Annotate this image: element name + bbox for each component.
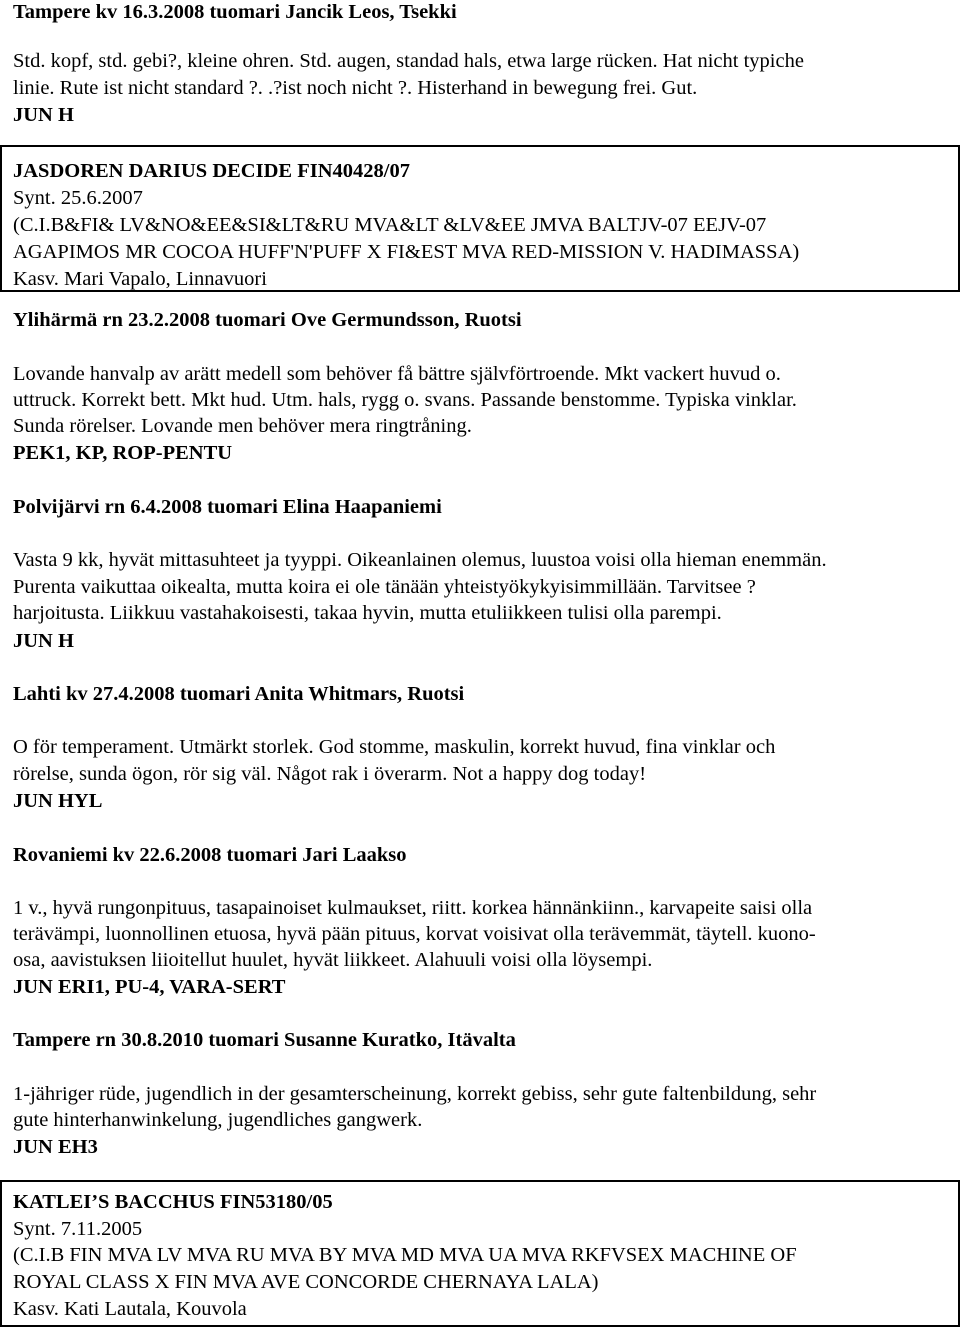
critique-line: Std. kopf, std. gebi?, kleine ohren. Std. augen, standad hals, etwa large rücken. Hat nicht typiche bbox=[13, 50, 804, 72]
critique-line: O för temperament. Utmärkt storlek. God stomme, maskulin, korrekt huvud, fina vinklar och bbox=[13, 736, 776, 758]
dog-pedigree-line: (C.I.B&FI& LV&NO&EE&SI&LT&RU MVA&LT &LV&EE JMVA BALTJV-07 EEJV-07 bbox=[13, 214, 767, 236]
critique-line: Vasta 9 kk, hyvät mittasuhteet ja tyyppi. Oikeanlainen olemus, luustoa voisi olla hieman enemmän. bbox=[13, 549, 827, 571]
award-result: JUN H bbox=[13, 104, 74, 126]
show-heading-tampere-rn: Tampere rn 30.8.2010 tuomari Susanne Kuratko, Itävalta bbox=[13, 1029, 516, 1051]
critique-line: linie. Rute ist nicht standard ?. .?ist noch nicht ?. Histerhand in bewegung frei. Gut. bbox=[13, 77, 698, 99]
award-result: JUN EH3 bbox=[13, 1136, 98, 1158]
show-heading-lahti: Lahti kv 27.4.2008 tuomari Anita Whitmars, Ruotsi bbox=[13, 683, 465, 705]
show-heading-yliharma: Ylihärmä rn 23.2.2008 tuomari Ove Germundsson, Ruotsi bbox=[13, 309, 522, 331]
dog-birth-date: Synt. 25.6.2007 bbox=[13, 187, 143, 209]
dog-pedigree-line: AGAPIMOS MR COCOA HUFF'N'PUFF X FI&EST MVA RED-MISSION V. HADIMASSA) bbox=[13, 241, 800, 263]
critique-line: 1-jähriger rüde, jugendlich in der gesamterscheinung, korrekt gebiss, sehr gute faltenbildung, sehr bbox=[13, 1083, 817, 1105]
dog-birth-date: Synt. 7.11.2005 bbox=[13, 1218, 143, 1240]
dog-breeder: Kasv. Kati Lautala, Kouvola bbox=[13, 1298, 247, 1320]
critique-line: uttruck. Korrekt bett. Mkt hud. Utm. hals, rygg o. svans. Passande benstomme. Typiska vinklar. bbox=[13, 389, 797, 411]
critique-line: gute hinterhanwinkelung, jugendliches gangwerk. bbox=[13, 1109, 423, 1131]
critique-line: 1 v., hyvä rungonpituus, tasapainoiset kulmaukset, riitt. korkea hännänkiinn., karvapeite saisi olla bbox=[13, 897, 813, 919]
critique-line: osa, aavistuksen liioitellut huulet, hyvät liikkeet. Alahuuli voisi olla löysempi. bbox=[13, 949, 653, 971]
critique-line: harjoitusta. Liikkuu vastahakoisesti, takaa hyvin, mutta etuliikkeen tulisi olla parempi. bbox=[13, 602, 722, 624]
award-result: JUN HYL bbox=[13, 790, 103, 812]
dog-pedigree-line: (C.I.B FIN MVA LV MVA RU MVA BY MVA MD MVA UA MVA RKFVSEX MACHINE OF bbox=[13, 1244, 797, 1266]
critique-line: terävämpi, luonnollinen etuosa, hyvä pään pituus, korvat voisivat olla terävemmät, täytell. kuono- bbox=[13, 923, 816, 945]
show-heading-polvijarvi: Polvijärvi rn 6.4.2008 tuomari Elina Haapaniemi bbox=[13, 496, 442, 518]
critique-line: Purenta vaikuttaa oikealta, mutta koira ei ole tänään yhteistyökykyisimmillään. Tarvitsee ? bbox=[13, 576, 756, 598]
dog-name: JASDOREN DARIUS DECIDE FIN40428/07 bbox=[13, 160, 410, 182]
dog-pedigree-line: ROYAL CLASS X FIN MVA AVE CONCORDE CHERNAYA LALA) bbox=[13, 1271, 599, 1293]
dog-breeder: Kasv. Mari Vapalo, Linnavuori bbox=[13, 268, 267, 290]
critique-line: rörelse, sunda ögon, rör sig väl. Något rak i överarm. Not a happy dog today! bbox=[13, 763, 647, 785]
show-heading-rovaniemi: Rovaniemi kv 22.6.2008 tuomari Jari Laakso bbox=[13, 844, 407, 866]
dog-name: KATLEI’S BACCHUS FIN53180/05 bbox=[13, 1191, 333, 1213]
award-result: JUN ERI1, PU-4, VARA-SERT bbox=[13, 976, 286, 998]
critique-line: Sunda rörelser. Lovande men behöver mera ringtråning. bbox=[13, 415, 472, 437]
critique-line: Lovande hanvalp av arätt medell som behöver få bättre självförtroende. Mkt vackert huvud o. bbox=[13, 363, 781, 385]
award-result: PEK1, KP, ROP-PENTU bbox=[13, 442, 233, 464]
award-result: JUN H bbox=[13, 630, 74, 652]
show-heading-tampere-kv: Tampere kv 16.3.2008 tuomari Jancik Leos, Tsekki bbox=[13, 1, 457, 23]
